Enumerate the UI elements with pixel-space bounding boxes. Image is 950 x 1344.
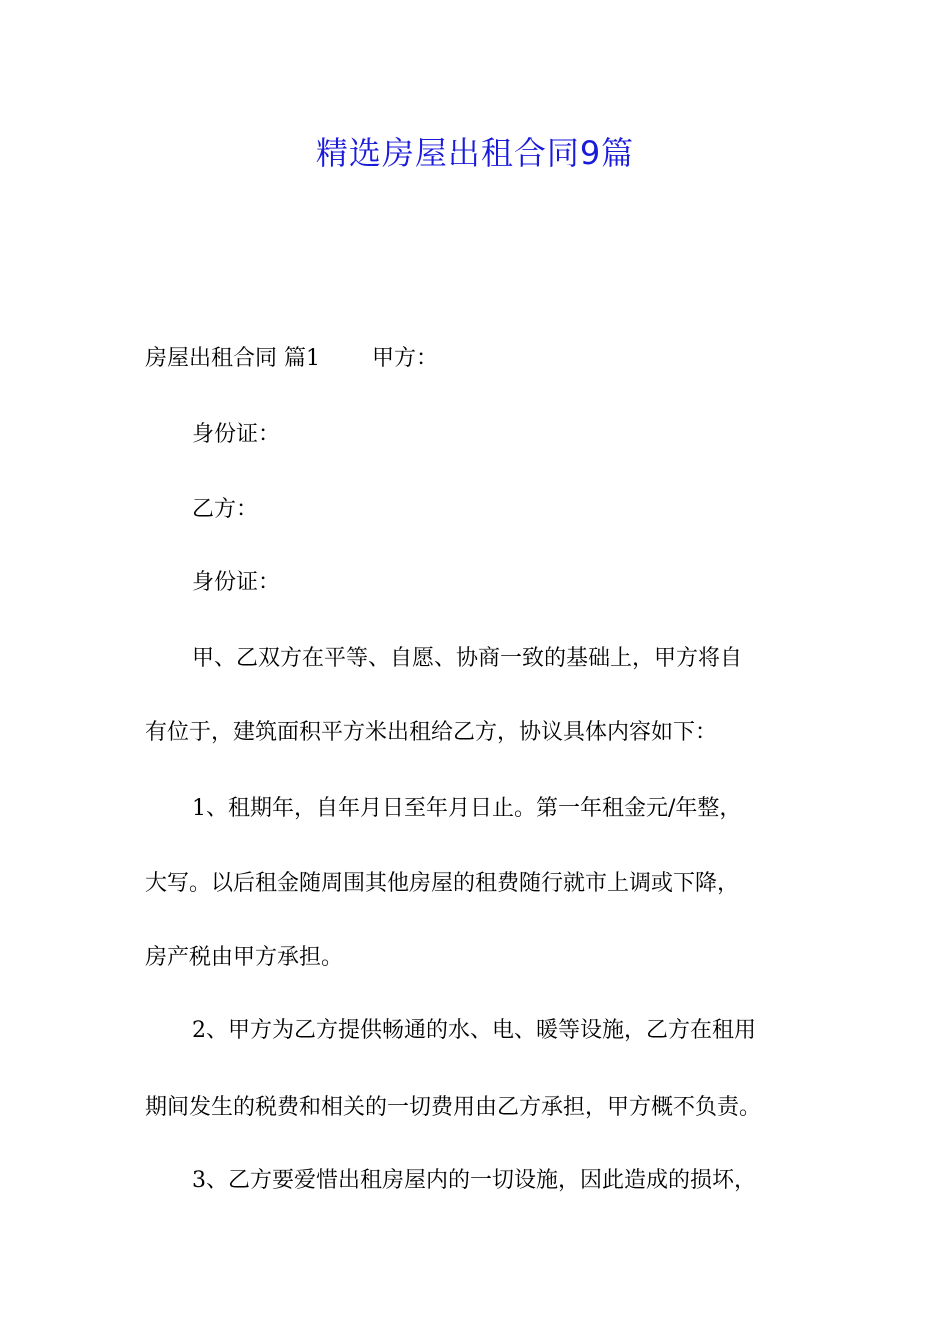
party-b-id-label: 身份证： xyxy=(192,570,281,595)
paragraph-line: 2、甲方为乙方提供畅通的水、电、暖等设施，乙方在租用 xyxy=(192,1018,756,1043)
paragraph-line: 期间发生的税费和相关的一切费用由乙方承担，甲方概不负责。 xyxy=(145,1095,762,1120)
party-a-id-label: 身份证： xyxy=(192,422,281,447)
paragraph-line: 有位于，建筑面积平方米出租给乙方，协议具体内容如下： xyxy=(145,720,718,745)
contract-section-label: 房屋出租合同 xyxy=(145,346,278,371)
party-b-label: 乙方： xyxy=(192,497,259,522)
paragraph-line: 房产税由甲方承担。 xyxy=(145,945,344,970)
document-title: 精选房屋出租合同9篇 xyxy=(315,134,635,172)
paragraph-line: 大写。以后租金随周围其他房屋的租费随行就市上调或下降， xyxy=(145,871,740,896)
contract-heading xyxy=(145,344,825,374)
paragraph-line: 3、乙方要爱惜出租房屋内的一切设施，因此造成的损坏， xyxy=(192,1168,756,1193)
contract-part-label: 篇1 xyxy=(284,346,321,371)
paragraph-line: 1、租期年，自年月日至年月日止。第一年租金元/年整， xyxy=(192,796,742,821)
party-a-label: 甲方： xyxy=(372,346,439,371)
paragraph-line: 甲、乙双方在平等、自愿、协商一致的基础上，甲方将自 xyxy=(192,646,743,671)
